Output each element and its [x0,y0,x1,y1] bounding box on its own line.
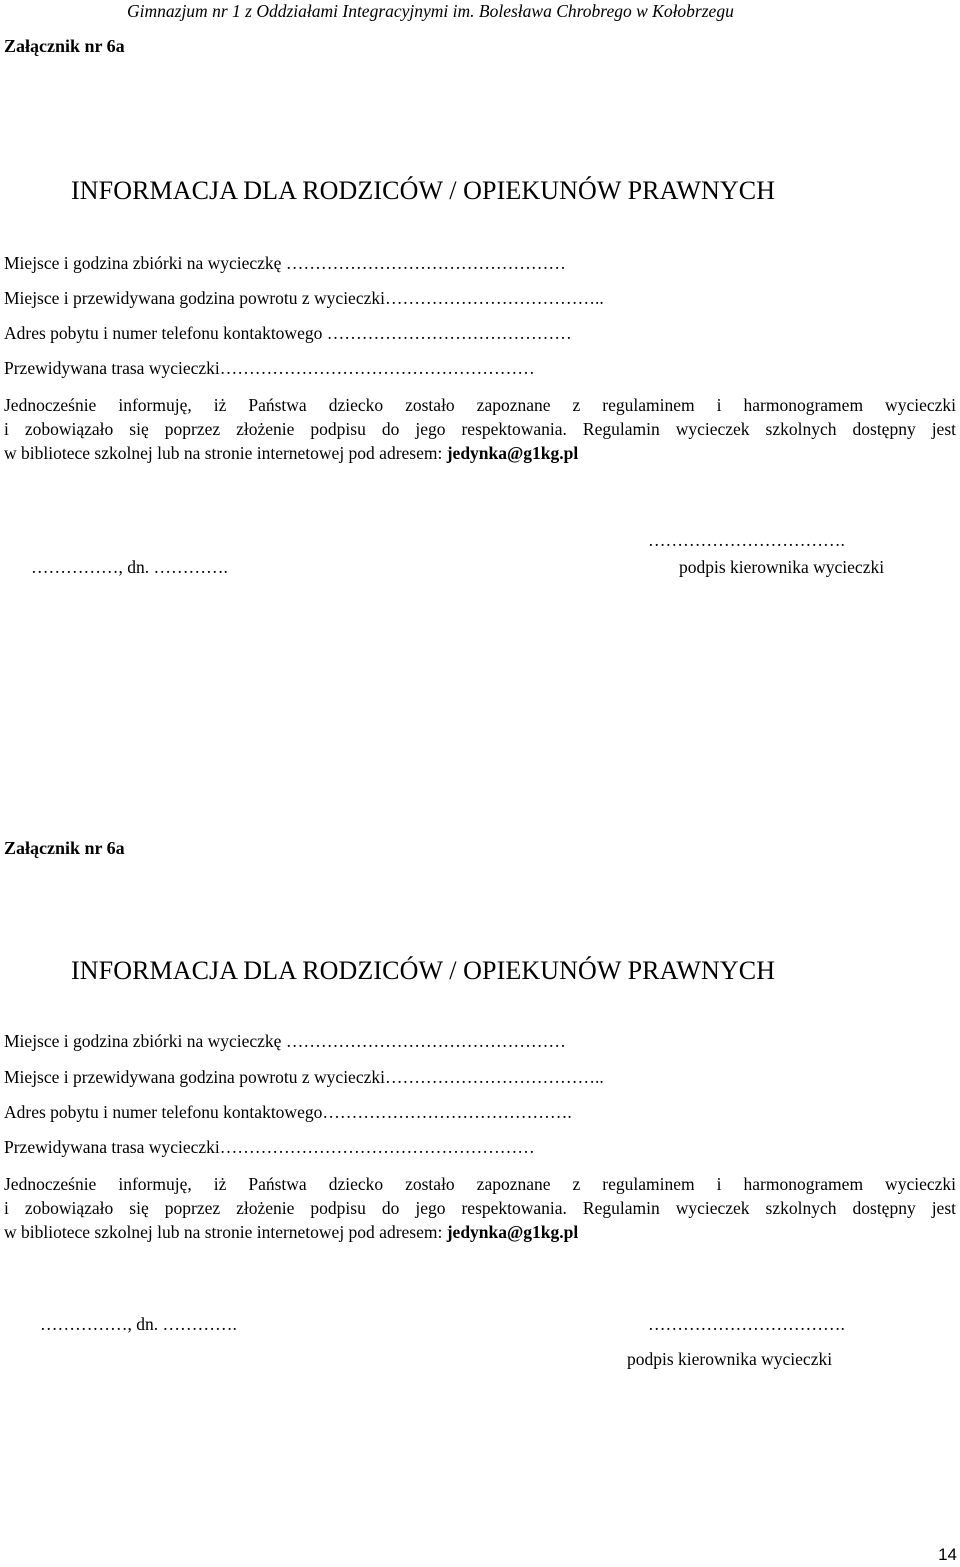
field-label: Adres pobytu i numer telefonu kontaktowego [4,323,323,343]
field-label: Adres pobytu i numer telefonu kontaktowego [4,1102,323,1122]
signature-line: ……………………………. [648,530,845,550]
field-route [4,1137,535,1158]
fill-in-dots: ……………………………………………… [219,358,535,378]
signature-label: podpis kierownika wycieczki [627,1349,833,1369]
info-paragraph [4,1172,956,1244]
place-date-field: ……………, dn. …………. [40,1314,237,1334]
field-label: Przewidywana trasa wycieczki [4,358,220,378]
paragraph-line: Jednocześnie informuję, iż Państwa dziecko zostało zapoznane z regulaminem i harmonogramem wycieczki [4,395,956,415]
page-number: 14 [938,1545,957,1564]
attachment-label: Załącznik nr 6a [4,36,125,56]
paragraph-line [4,441,956,465]
field-label: Miejsce i godzina zbiórki na wycieczkę [4,1031,282,1051]
email-address: jedynka@g1kg.pl [446,1222,579,1242]
field-label: Przewidywana trasa wycieczki [4,1137,220,1157]
fill-in-dots: ………………………………………… [281,253,566,273]
fill-in-dots: ……………………………….. [384,288,604,308]
field-label: Miejsce i godzina zbiórki na wycieczkę [4,253,282,273]
field-label: Miejsce i przewidywana godzina powrotu z wycieczki [4,1067,385,1087]
field-address-phone [4,323,572,344]
field-return-place [4,1067,604,1088]
field-label: Miejsce i przewidywana godzina powrotu z wycieczki [4,288,385,308]
field-route [4,358,535,379]
field-meeting-place [4,1031,566,1052]
document-title: INFORMACJA DLA RODZICÓW / OPIEKUNÓW PRAWNYCH [71,956,776,985]
field-return-place [4,288,604,309]
paragraph-text: w bibliotece szkolnej lub na stronie internetowej pod adresem: [4,1222,443,1242]
document-title: INFORMACJA DLA RODZICÓW / OPIEKUNÓW PRAWNYCH [71,176,776,205]
paragraph-line: i zobowiązało się poprzez złożenie podpisu do jego respektowania. Regulamin wycieczek szkolnych dostępny jest [4,419,956,439]
paragraph-text: w bibliotece szkolnej lub na stronie internetowej pod adresem: [4,443,443,463]
paragraph-line [4,1220,956,1244]
paragraph-line: Jednocześnie informuję, iż Państwa dziecko zostało zapoznane z regulaminem i harmonogramem wycieczki [4,1174,956,1194]
fill-in-dots: ……………………………….. [384,1067,604,1087]
fill-in-dots: …………………………………… [322,323,572,343]
fill-in-dots: ………………………………………… [281,1031,566,1051]
field-address-phone [4,1102,572,1123]
signature-label: podpis kierownika wycieczki [679,557,885,577]
school-header: Gimnazjum nr 1 z Oddziałami Integracyjnymi im. Bolesława Chrobrego w Kołobrzegu [127,1,734,21]
field-meeting-place [4,253,566,274]
paragraph-line: i zobowiązało się poprzez złożenie podpisu do jego respektowania. Regulamin wycieczek szkolnych dostępny jest [4,1198,956,1218]
fill-in-dots: ……………………………………. [322,1102,572,1122]
place-date-field: ……………, dn. …………. [31,557,228,577]
fill-in-dots: ……………………………………………… [219,1137,535,1157]
attachment-label: Załącznik nr 6a [4,838,125,858]
info-paragraph [4,393,956,465]
signature-line: ……………………………. [648,1314,845,1334]
email-address: jedynka@g1kg.pl [446,443,579,463]
